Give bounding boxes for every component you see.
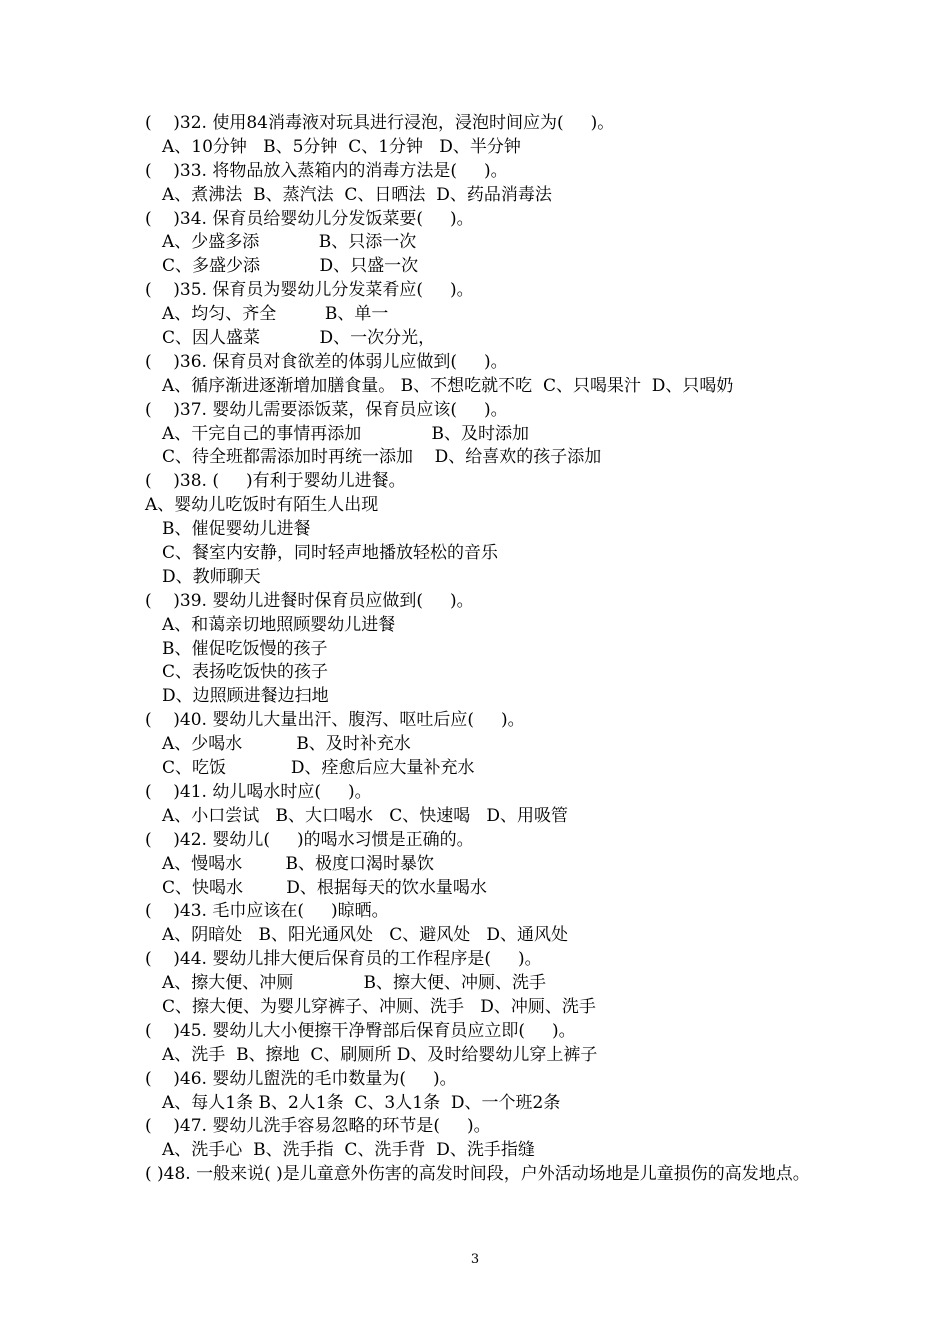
question-33: ( )33. 将物品放入蒸箱内的消毒方法是( )。 xyxy=(145,160,508,181)
option-39-d: D、边照顾进餐边扫地 xyxy=(162,686,329,707)
question-39: ( )39. 婴幼儿进餐时保育员应做到( )。 xyxy=(145,590,474,611)
options-46: A、每人1条 B、2人1条 C、3人1条 D、一个班2条 xyxy=(162,1092,561,1113)
options-37-ab: A、干完自己的事情再添加 B、及时添加 xyxy=(162,423,530,444)
options-42-ab: A、慢喝水 B、极度口渴时暴饮 xyxy=(162,853,434,874)
options-41: A、小口尝试 B、大口喝水 C、快速喝 D、用吸管 xyxy=(162,805,569,826)
question-35: ( )35. 保育员为婴幼儿分发菜肴应( )。 xyxy=(145,280,474,301)
options-47: A、洗手心 B、洗手指 C、洗手背 D、洗手指缝 xyxy=(162,1140,535,1161)
options-32: A、10分钟 B、5分钟 C、1分钟 D、半分钟 xyxy=(162,136,521,157)
question-47: ( )47. 婴幼儿洗手容易忽略的环节是( )。 xyxy=(145,1116,491,1137)
options-44-cd: C、擦大便、为婴儿穿裤子、冲厕、洗手 D、冲厕、洗手 xyxy=(162,996,596,1017)
question-44: ( )44. 婴幼儿排大便后保育员的工作程序是( )。 xyxy=(145,949,542,970)
question-42: ( )42. 婴幼儿( )的喝水习惯是正确的。 xyxy=(145,829,474,850)
question-46: ( )46. 婴幼儿盥洗的毛巾数量为( )。 xyxy=(145,1068,457,1089)
question-43: ( )43. 毛巾应该在( )晾晒。 xyxy=(145,901,389,922)
options-34-cd: C、多盛少添 D、只盛一次 xyxy=(162,256,419,277)
options-42-cd: C、快喝水 D、根据每天的饮水量喝水 xyxy=(162,877,487,898)
question-37: ( )37. 婴幼儿需要添饭菜，保育员应该( )。 xyxy=(145,399,508,420)
question-41: ( )41. 幼儿喝水时应( )。 xyxy=(145,781,372,802)
question-48: ( )48. 一般来说( )是儿童意外伤害的高发时间段，户外活动场地是儿童损伤的高发地点。 xyxy=(145,1164,810,1185)
options-35-ab: A、均匀、齐全 B、单一 xyxy=(162,304,389,325)
question-list xyxy=(145,112,815,1187)
question-36: ( )36. 保育员对食欲差的体弱儿应做到( )。 xyxy=(145,351,508,372)
option-38-b: B、催促婴幼儿进餐 xyxy=(162,519,311,540)
option-39-b: B、催促吃饭慢的孩子 xyxy=(162,638,328,659)
options-40-cd: C、吃饭 D、痊愈后应大量补充水 xyxy=(162,758,475,779)
question-45: ( )45. 婴幼儿大小便擦干净臀部后保育员应立即( )。 xyxy=(145,1020,576,1041)
options-37-cd: C、待全班都需添加时再统一添加 D、给喜欢的孩子添加 xyxy=(162,447,602,468)
options-40-ab: A、少喝水 B、及时补充水 xyxy=(162,734,411,755)
options-45: A、洗手 B、擦地 C、刷厕所 D、及时给婴幼儿穿上裤子 xyxy=(162,1044,598,1065)
options-36: A、循序渐进逐渐增加膳食量。 B、不想吃就不吃 C、只喝果汁 D、只喝奶 xyxy=(162,375,734,396)
options-43: A、阴暗处 B、阳光通风处 C、避风处 D、通风处 xyxy=(162,925,569,946)
option-39-c: C、表扬吃饭快的孩子 xyxy=(162,662,329,683)
question-34: ( )34. 保育员给婴幼儿分发饭菜要( )。 xyxy=(145,208,474,229)
question-38: ( )38. ( )有利于婴幼儿进餐。 xyxy=(145,471,406,492)
option-38-a: A、婴幼儿吃饭时有陌生人出现 xyxy=(145,495,379,516)
option-39-a: A、和蔼亲切地照顾婴幼儿进餐 xyxy=(162,614,396,635)
question-32: ( )32. 使用84消毒液对玩具进行浸泡，浸泡时间应为( )。 xyxy=(145,113,615,133)
options-35-cd: C、因人盛菜 D、一次分光， xyxy=(162,328,436,349)
options-44-ab: A、擦大便、冲厕 B、擦大便、冲厕、洗手 xyxy=(162,973,547,994)
options-34-ab: A、少盛多添 B、只添一次 xyxy=(162,232,417,253)
page-number: 3 xyxy=(470,1252,480,1267)
option-38-c: C、餐室内安静，同时轻声地播放轻松的音乐 xyxy=(162,543,499,564)
option-38-d: D、教师聊天 xyxy=(162,566,261,587)
question-40: ( )40. 婴幼儿大量出汗、腹泻、呕吐后应( )。 xyxy=(145,710,525,731)
options-33: A、煮沸法 B、蒸汽法 C、日晒法 D、药品消毒法 xyxy=(162,184,552,205)
